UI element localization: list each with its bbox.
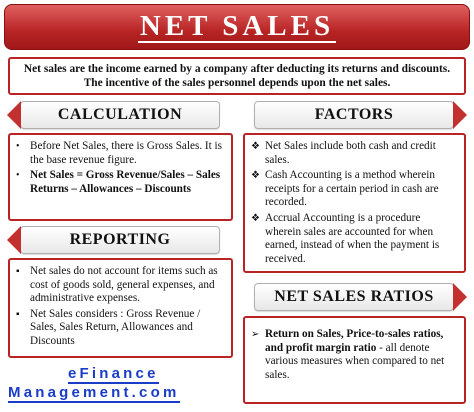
calc-item-2: Net Sales = Gross Revenue/Sales – Sales Returns – Allowances – Discounts xyxy=(30,169,221,195)
logo-line-2: Management.com xyxy=(8,384,180,401)
arrow-square-icon: ➢ xyxy=(251,329,260,340)
square-bullet-icon: ▪ xyxy=(16,308,20,320)
diamond-cross-icon: ❖ xyxy=(251,141,260,152)
factors-header xyxy=(254,101,454,129)
calculation-panel xyxy=(8,133,233,221)
diamond-cross-icon: ❖ xyxy=(251,170,260,182)
ratios-heading: NET SALES RATIOS xyxy=(274,288,434,305)
calculation-header xyxy=(20,101,220,129)
ratios-header xyxy=(254,283,454,311)
factor-item-2: Cash Accounting is a method wherein receipts for a certain period in cash are recorded. xyxy=(265,169,439,209)
arrow-left-icon xyxy=(7,101,21,129)
intro-box: Net sales are the income earned by a company after deducting its returns and discounts. The incentive of the sales personnel depends upon the net sales. xyxy=(8,57,466,95)
list-item xyxy=(16,265,225,306)
list-item xyxy=(251,169,458,210)
reporting-heading: REPORTING xyxy=(69,231,171,248)
list-item xyxy=(251,328,458,382)
list-item xyxy=(16,169,225,196)
logo-line-1: eFinance xyxy=(68,365,159,382)
square-bullet-icon: ▪ xyxy=(16,266,20,277)
factor-item-1: Net Sales include both cash and credit sales. xyxy=(265,140,436,166)
factors-panel xyxy=(243,133,466,273)
diamond-cross-icon: ❖ xyxy=(251,212,260,224)
bullet-dot-icon: • xyxy=(16,170,20,182)
ratios-panel xyxy=(243,316,466,404)
reporting-header xyxy=(20,226,220,254)
list-item xyxy=(251,140,458,167)
list-item xyxy=(251,212,458,266)
arrow-right-icon xyxy=(453,101,467,129)
ratios-rest-text: - all denote various measures when compared to net sales. xyxy=(265,341,445,381)
title-banner xyxy=(4,4,470,50)
calc-item-1: Before Net Sales, there is Gross Sales. It is the base revenue figure. xyxy=(30,140,223,166)
ratios-bold-text: Return on Sales, Price-to-sales ratios, and profit margin ratio xyxy=(265,328,444,354)
factor-item-3: Accrual Accounting is a procedure wherein sales are accounted for when earned, instead of when the payment is received. xyxy=(265,211,440,265)
page-title: NET SALES xyxy=(139,10,335,42)
reporting-item-1: Net sales do not account for items such as cost of goods sold, general expenses, and administrative expenses. xyxy=(30,265,218,305)
factors-heading: FACTORS xyxy=(314,106,394,123)
list-item xyxy=(16,308,225,349)
list-item xyxy=(16,140,225,167)
reporting-panel xyxy=(8,258,233,358)
bullet-dot-icon: • xyxy=(16,141,20,152)
efinance-logo[interactable] xyxy=(8,364,198,402)
arrow-left-icon xyxy=(7,226,21,254)
arrow-right-icon xyxy=(453,283,467,311)
reporting-item-2: Net Sales considers : Gross Revenue / Sales, Sales Return, Allowances and Discounts xyxy=(30,307,201,347)
calculation-heading: CALCULATION xyxy=(57,106,183,123)
